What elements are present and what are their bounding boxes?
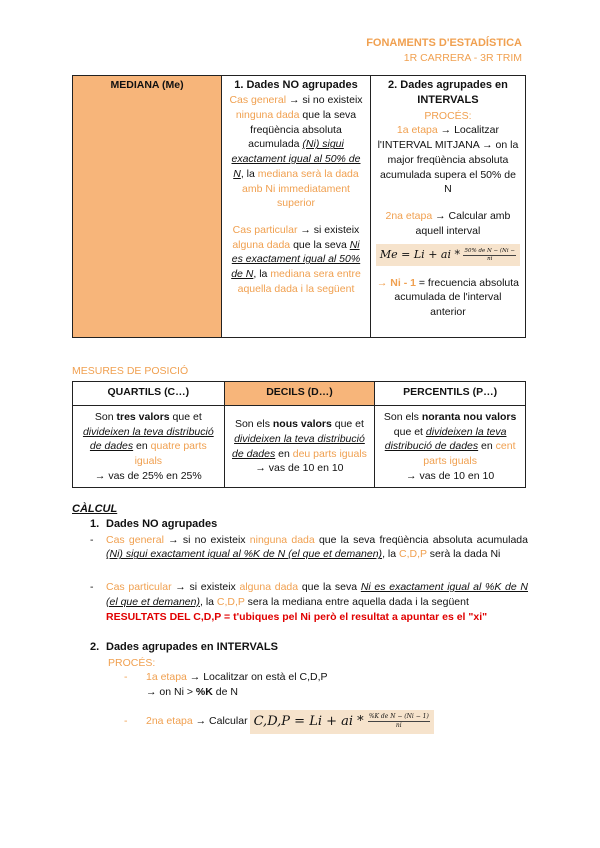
calcul-s2-etapa1: - 1a etapa → Localitzar on està el C,D,P → on Ni > %K de N (124, 671, 328, 698)
posicio-table (72, 381, 526, 488)
percentils-head: PERCENTILS (P…) (375, 382, 526, 406)
calcul-s1-cas-particular: - Cas particular → si existeix alguna dada que la seva Ni es exactament igual al %K de N (el que et demanen), la C,D,P sera la mediana entre aquella dada i la següent (90, 581, 529, 608)
calcul-section (72, 502, 528, 734)
mediana-formula: Me = Li + ai * $\frac{\text{50\% de N − (Ni −}}{ni}$ (376, 244, 520, 265)
mediana-intervals-cell (370, 76, 525, 338)
calcul-s2-heading: 2. Dades agrupades en INTERVALS (90, 641, 278, 654)
intervals-title: 2. Dades agrupades en INTERVALS (388, 79, 508, 107)
calcul-s2-etapa2: - 2na etapa → Calcular C,D,P = Li + ai * $\frac{\text{\%K de N − (Ni − 1)}}{ni}$ (124, 710, 528, 734)
mediana-table (72, 75, 526, 338)
header-title: FONAMENTS D'ESTADÍSTICA (366, 37, 522, 49)
header-subtitle: 1R CARRERA - 3R TRIM (403, 52, 522, 65)
decils-head: DECILS (D…) (224, 382, 375, 406)
etapa1-text: 1a etapa → Localitzar l'INTERVAL MITJANA → on la major freqüència absoluta acumulada supera el 50% de N (377, 124, 519, 196)
quartils-body: Son tres valors que et divideixen la teva distribució de dades en quatre parts iguals → vas de 25% en 25% (73, 406, 225, 488)
document-header (366, 36, 522, 66)
mediana-no-agrupades-cell (222, 76, 371, 338)
no-agrupades-title: 1. Dades NO agrupades (234, 79, 358, 91)
mediana-label: MEDIANA (Me) (110, 79, 184, 91)
calcul-s1-heading: 1. Dades NO agrupades (90, 518, 218, 531)
percentils-body: Son els noranta nou valors que et divideixen la teva distribució de dades en cent parts iguals → vas de 10 en 10 (375, 406, 526, 488)
decils-body: Son els nous valors que et divideixen la teva distribució de dades en deu parts iguals → vas de 10 en 10 (224, 406, 375, 488)
etapa2-text: 2na etapa → Calcular amb aquell interval (385, 209, 511, 237)
calcul-title: CÀLCUL (72, 503, 118, 515)
ni-minus-1-text: → Ni - 1 = frecuencia absoluta acumulada de l'interval anterior (376, 276, 519, 319)
cas-general-text: Cas general → si no existeix ninguna dada que la seva freqüència absoluta acumulada (Ni) sigui exactament igual al 50% de N, la mediana serà la dada amb Ni immediatament superior (229, 94, 363, 210)
cdp-formula: C,D,P = Li + ai * $\frac{\text{\%K de N − (Ni − 1)}}{ni}$ (250, 710, 434, 734)
calcul-s1-cas-general: - Cas general → si no existeix ninguna dada que la seva freqüència absoluta acumulada (Ni) sigui exactament igual al %K de N (el que et demanen), la C,D,P serà la dada Ni (90, 533, 528, 561)
calcul-s2-proces: PROCÉS: (108, 656, 156, 669)
cas-particular-text: Cas particular → si existeix alguna dada que la seva Ni es exactament igual al 50% de N, la mediana sera entre aquella dada i la següent (231, 223, 361, 295)
proces-label: PROCÉS: (424, 109, 472, 122)
posicio-section-title: MESURES DE POSICIÓ (72, 365, 189, 377)
mediana-label-cell (73, 76, 222, 338)
quartils-head: QUARTILS (C…) (73, 382, 225, 406)
resultats-note: RESULTATS DEL C,D,P = t'ubiques pel Ni però el resultat a apuntar es el "xi" (106, 610, 488, 623)
